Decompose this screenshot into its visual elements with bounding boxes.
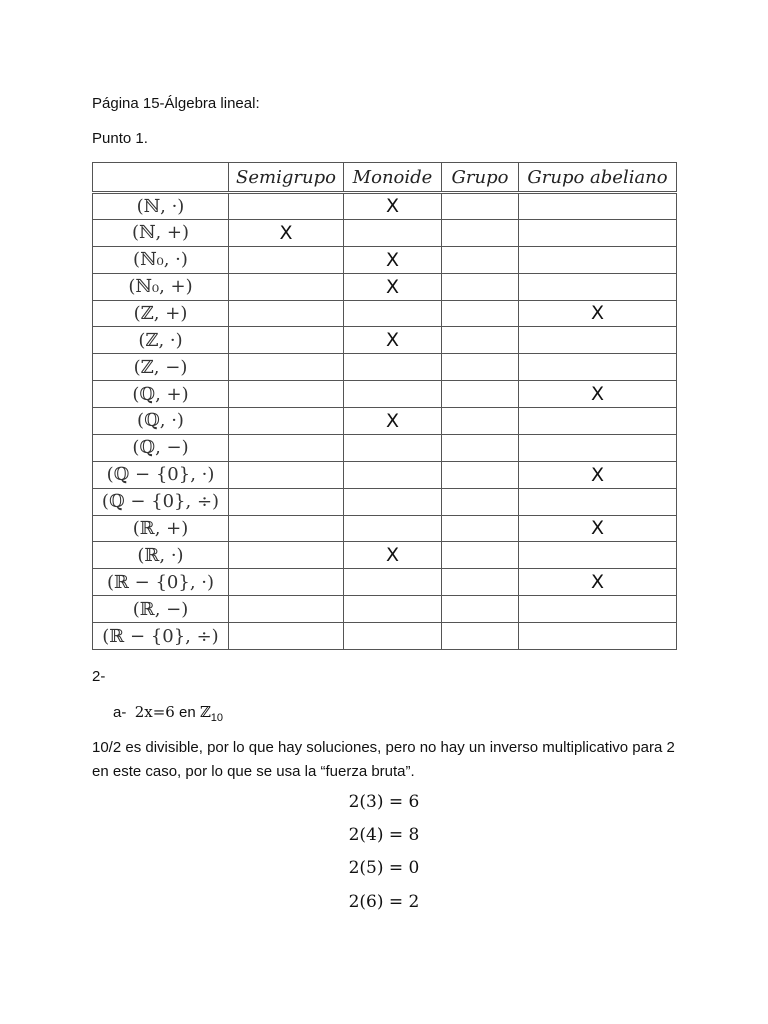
mark-cell: X xyxy=(519,569,677,596)
mark-cell xyxy=(442,273,519,300)
mark-cell: X xyxy=(519,461,677,488)
header-grupo: Grupo xyxy=(442,163,519,193)
mark-cell xyxy=(229,327,344,354)
equation-line: 2(5) = 0 xyxy=(348,858,420,878)
mark-cell xyxy=(442,219,519,246)
explanation-paragraph: 10/2 es divisible, por lo que hay soluciones, pero no hay un inverso multiplicativo para 2 en este caso, por lo que se usa la “fuerza bruta”. xyxy=(92,739,675,780)
table-row xyxy=(93,461,677,488)
item-a-ring: ℤ xyxy=(199,703,211,721)
mark-cell xyxy=(344,569,442,596)
mark-cell xyxy=(344,623,442,650)
table-row xyxy=(93,408,677,435)
mark-cell xyxy=(229,569,344,596)
item-a-en: en xyxy=(174,704,200,721)
mark-cell xyxy=(442,515,519,542)
header-monoide: Monoide xyxy=(344,163,442,193)
mark-cell xyxy=(519,488,677,515)
question-2a xyxy=(113,703,223,724)
mark-cell: X xyxy=(344,246,442,273)
table-row xyxy=(93,219,677,246)
header-blank xyxy=(93,163,229,193)
mark-cell xyxy=(519,354,677,381)
mark-cell xyxy=(519,408,677,435)
mark-cell xyxy=(229,488,344,515)
mark-cell xyxy=(344,354,442,381)
mark-cell xyxy=(442,408,519,435)
header-semigrupo: Semigrupo xyxy=(229,163,344,193)
structure-label: (ℕ, ·) xyxy=(93,193,229,220)
mark-cell xyxy=(344,515,442,542)
mark-cell xyxy=(229,623,344,650)
question-2-number: 2- xyxy=(92,668,106,685)
mark-cell xyxy=(442,300,519,327)
mark-cell xyxy=(344,461,442,488)
structure-label: (ℝ − {0}, ÷) xyxy=(93,623,229,650)
structure-label: (ℝ, −) xyxy=(93,596,229,623)
structure-label: (ℕ, +) xyxy=(93,219,229,246)
mark-cell xyxy=(229,354,344,381)
mark-cell xyxy=(442,569,519,596)
structure-label: (ℚ, +) xyxy=(93,381,229,408)
mark-cell xyxy=(442,193,519,220)
mark-cell xyxy=(519,219,677,246)
mark-cell: X xyxy=(344,408,442,435)
table-row xyxy=(93,596,677,623)
item-a-prefix: a- xyxy=(113,704,135,721)
structure-label: (ℕ₀, ·) xyxy=(93,246,229,273)
mark-cell xyxy=(229,542,344,569)
algebraic-structures-table xyxy=(92,162,677,650)
mark-cell xyxy=(442,596,519,623)
mark-cell xyxy=(229,596,344,623)
table-row xyxy=(93,623,677,650)
mark-cell xyxy=(229,246,344,273)
table-row xyxy=(93,327,677,354)
table-row xyxy=(93,434,677,461)
item-a-ring-subscript: 10 xyxy=(210,712,224,724)
structure-label: (ℚ − {0}, ·) xyxy=(93,461,229,488)
mark-cell xyxy=(519,193,677,220)
mark-cell xyxy=(344,434,442,461)
equation-line: 2(6) = 2 xyxy=(348,892,420,912)
mark-cell: X xyxy=(519,515,677,542)
structure-label: (ℝ, +) xyxy=(93,515,229,542)
mark-cell xyxy=(229,461,344,488)
table-row xyxy=(93,381,677,408)
mark-cell xyxy=(519,542,677,569)
mark-cell xyxy=(442,354,519,381)
structure-label: (ℚ, −) xyxy=(93,434,229,461)
table-row xyxy=(93,300,677,327)
structure-label: (ℚ, ·) xyxy=(93,408,229,435)
mark-cell xyxy=(344,596,442,623)
mark-cell xyxy=(229,434,344,461)
table-row xyxy=(93,542,677,569)
structure-label: (ℕ₀, +) xyxy=(93,273,229,300)
mark-cell: X xyxy=(344,542,442,569)
mark-cell: X xyxy=(229,219,344,246)
mark-cell xyxy=(344,219,442,246)
mark-cell xyxy=(519,273,677,300)
structure-label: (ℝ, ·) xyxy=(93,542,229,569)
mark-cell xyxy=(519,623,677,650)
structure-label: (ℤ, +) xyxy=(93,300,229,327)
item-a-equation: 2x=6 xyxy=(134,703,175,721)
mark-cell: X xyxy=(344,327,442,354)
page-title: Página 15-Álgebra lineal: xyxy=(92,95,260,112)
mark-cell xyxy=(229,273,344,300)
mark-cell: X xyxy=(344,273,442,300)
table-row xyxy=(93,273,677,300)
table-row xyxy=(93,488,677,515)
mark-cell xyxy=(442,623,519,650)
mark-cell xyxy=(229,408,344,435)
mark-cell xyxy=(229,300,344,327)
mark-cell xyxy=(442,488,519,515)
mark-cell: X xyxy=(519,381,677,408)
structure-label: (ℤ, ·) xyxy=(93,327,229,354)
table-row xyxy=(93,246,677,273)
table-row xyxy=(93,193,677,220)
mark-cell xyxy=(344,381,442,408)
structure-label: (ℚ − {0}, ÷) xyxy=(93,488,229,515)
mark-cell xyxy=(344,300,442,327)
equation-line: 2(3) = 6 xyxy=(348,792,420,812)
mark-cell xyxy=(519,434,677,461)
mark-cell xyxy=(229,381,344,408)
structure-label: (ℤ, −) xyxy=(93,354,229,381)
mark-cell xyxy=(229,515,344,542)
table-row xyxy=(93,569,677,596)
table-row xyxy=(93,354,677,381)
table-header-row xyxy=(93,163,677,193)
mark-cell xyxy=(519,327,677,354)
table-row xyxy=(93,515,677,542)
header-grupo-abeliano: Grupo abeliano xyxy=(519,163,677,193)
equation-line: 2(4) = 8 xyxy=(348,825,420,845)
mark-cell xyxy=(519,246,677,273)
mark-cell xyxy=(519,596,677,623)
mark-cell xyxy=(442,434,519,461)
structure-label: (ℝ − {0}, ·) xyxy=(93,569,229,596)
mark-cell xyxy=(229,193,344,220)
mark-cell xyxy=(442,381,519,408)
mark-cell xyxy=(442,461,519,488)
mark-cell xyxy=(442,327,519,354)
mark-cell: X xyxy=(519,300,677,327)
mark-cell: X xyxy=(344,193,442,220)
mark-cell xyxy=(344,488,442,515)
mark-cell xyxy=(442,542,519,569)
mark-cell xyxy=(442,246,519,273)
section-heading-punto-1: Punto 1. xyxy=(92,130,148,147)
